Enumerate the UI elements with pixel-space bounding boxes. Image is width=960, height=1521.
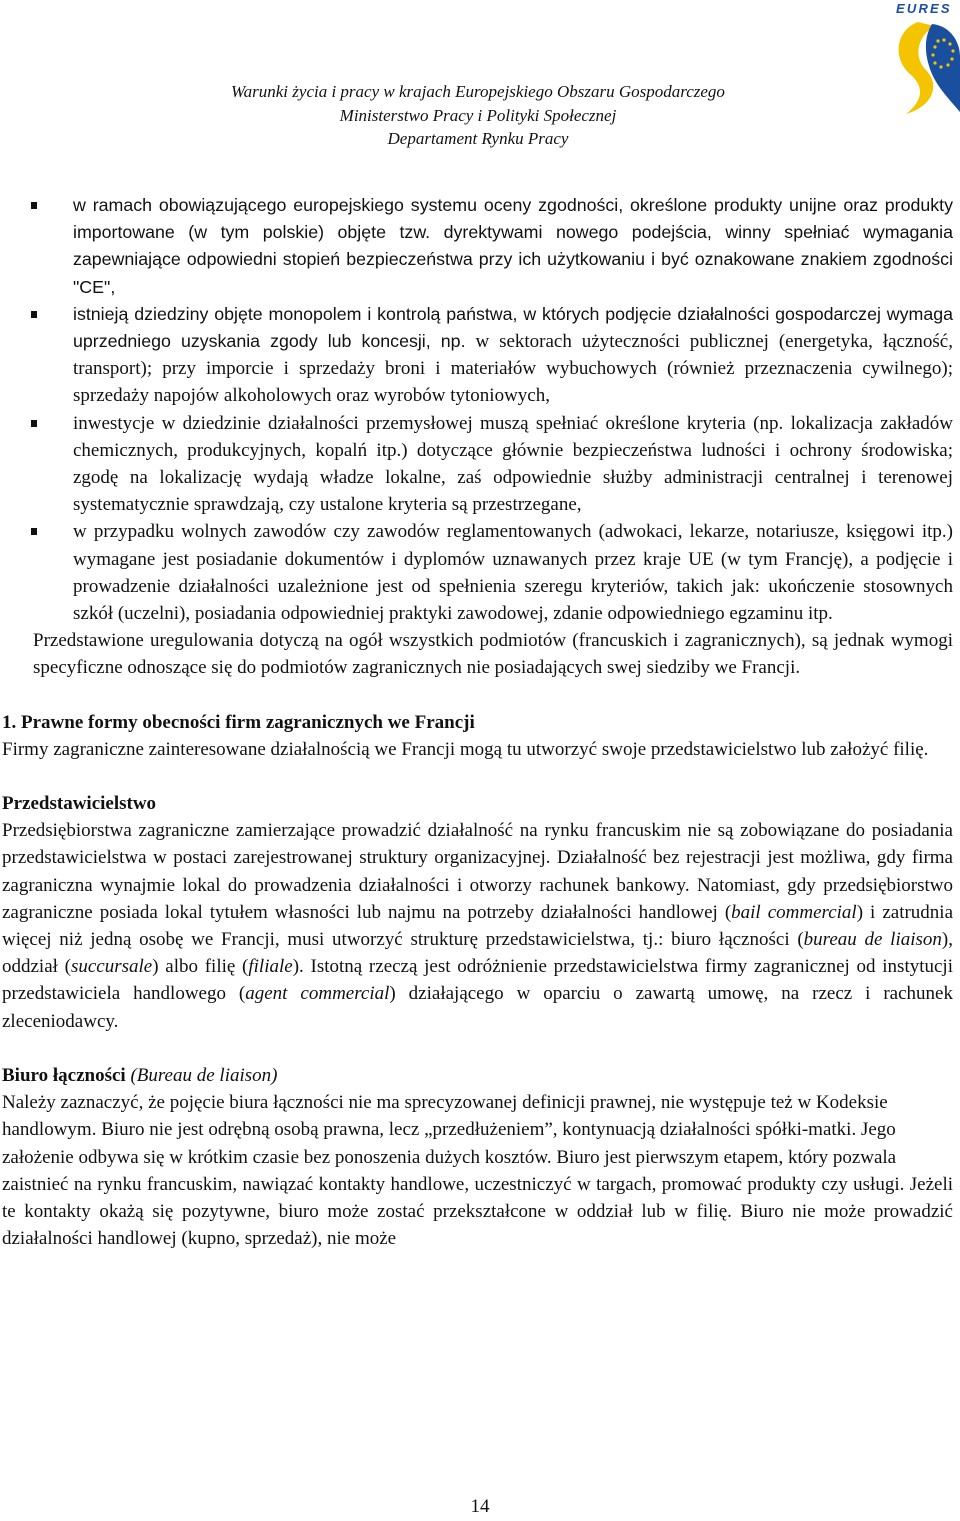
page-number: 14 (470, 1496, 490, 1517)
section-paragraph: Firmy zagraniczne zainteresowane działalnością we Francji mogą tu utworzyć swoje przedstawicielstwo lub założyć filię. (2, 738, 929, 760)
eures-logo-text: EURES (896, 1, 952, 16)
bullet-square-icon (31, 202, 37, 209)
list-item: w ramach obowiązującego europejskiego systemu oceny zgodności, określone produkty unijne oraz produkty importowane (w tym polskie) objęte tzw. dyrektywami nowego podejścia, winny spełniać wymagania zapewniające odpowiedni stopień bezpieczeństwa przy ich użytkowaniu i być oznakowane znakiem zgodności "CE", (73, 192, 953, 301)
page-header (0, 0, 960, 160)
header-line-1: Warunki życia i pracy w krajach Europejskiego Obszaru Gospodarczego (231, 82, 725, 101)
bullet-square-icon (31, 420, 37, 427)
list-item: istnieją dziedziny objęte monopolem i kontrolą państwa, w których podjęcie działalności gospodarczej wymaga uprzedniego uzyskania zgody lub koncesji, np. w sektorach użyteczności publicznej (energetyka, łączność, transport); przy imporcie i sprzedaży broni i materiałów wybuchowych (również przeznaczenia cywilnego); sprzedaży napojów alkoholowych oraz wyrobów tytoniowych, (73, 301, 953, 410)
list-item: w przypadku wolnych zawodów czy zawodów reglamentowanych (adwokaci, lekarze, notariusze, księgowi itp.) wymagane jest posiadanie dokumentów i dyplomów uznawanych przez kraje UE (w tym Francję), a podjęcie i prowadzenie działalności uzależnione jest od spełnienia szeregu kryteriów, takich jak: ukończenie stosownych szkół (uczelni), posiadania odpowiedniej praktyki zawodowej, zdanie odpowiedniego egzaminu itp. (73, 518, 953, 627)
requirements-bullet-list (2, 192, 953, 627)
eures-logo-icon (888, 0, 960, 118)
header-text (150, 80, 806, 151)
przedstawicielstwo-paragraph: Przedsiębiorstwa zagraniczne zamierzające prowadzić działalność na rynku francuskim nie są zobowiązane do posiadania przedstawicielstwa w postaci zarejestrowanej struktury organizacyjnej. Działalność bez rejestracji jest możliwa, gdy firma zagraniczna wynajmie lokal do prowadzenia działalności i otworzy rachunek bankowy. Natomiast, gdy przedsiębiorstwo zagraniczne posiada lokal tytułem własności lub najmu na potrzeby działalności handlowej (bail commercial) i zatrudnia więcej niż jedną osobę we Francji, musi utworzyć strukturę przedstawicielstwa, tj.: biuro łączności (bureau de liaison), oddział (succursale) albo filię (filiale). Istotną rzeczą jest odróżnienie przedstawicielstwa firmy zagranicznej od instytucji przedstawiciela handlowego (agent commercial) działającego w oparciu o zawartą umowę, na rzecz i rachunek zleceniodawcy. (2, 820, 954, 1032)
bullet-square-icon (31, 311, 37, 318)
section-heading: 1. Prawne formy obecności firm zagranicznych we Francji (2, 711, 475, 733)
subsection-heading: Przedstawicielstwo (2, 793, 157, 815)
header-line-2: Ministerstwo Pracy i Polityki Społecznej (339, 105, 617, 125)
bullet-square-icon (31, 528, 37, 535)
page-content (2, 192, 953, 1252)
biuro-paragraph-2: zaistnieć na rynku francuskim, nawiązać kontakty handlowe, uczestniczyć w targach, promować produkty czy usługi. Jeżeli te kontakty okażą się pozytywne, biuro może zostać przekształcone w oddział lub w filię. Biuro nie może prowadzić działalności handlowej (kupno, sprzedaż), nie może (2, 1173, 953, 1250)
subsection-heading: Biuro łączności (Bureau de liaison) (2, 1064, 278, 1086)
summary-paragraph: Przedstawione uregulowania dotyczą na ogół wszystkich podmiotów (francuskich i zagranicznych), są jednak wymogi specyficzne odnoszące się do podmiotów zagranicznych nie posiadających swej siedziby we Francji. (33, 630, 953, 679)
header-line-3: Departament Rynku Pracy (387, 129, 569, 148)
list-item: inwestycje w dziedzinie działalności przemysłowej muszą spełniać określone kryteria (np. lokalizacja zakładów chemicznych, produkcyjnych, kopalń itp.) dotyczące głównie bezpieczeństwa ludności i ochrony środowiska; zgodę na lokalizację wydają władze lokalne, zaś odpowiednie służby administracji centralnej i terenowej systematycznie sprawdzają, czy ustalone kryteria są przestrzegane, (73, 410, 953, 519)
biuro-paragraph-1: Należy zaznaczyć, że pojęcie biura łączności nie ma sprecyzowanej definicji prawnej, nie występuje też w Kodeksie handlowym. Biuro nie jest odrębną osobą prawna, lecz „przedłużeniem”, kontynuacją działalności spółki-matki. Jego założenie odbywa się w krótkim czasie bez ponoszenia dużych kosztów. Biuro jest pierwszym etapem, który pozwala (2, 1092, 897, 1168)
